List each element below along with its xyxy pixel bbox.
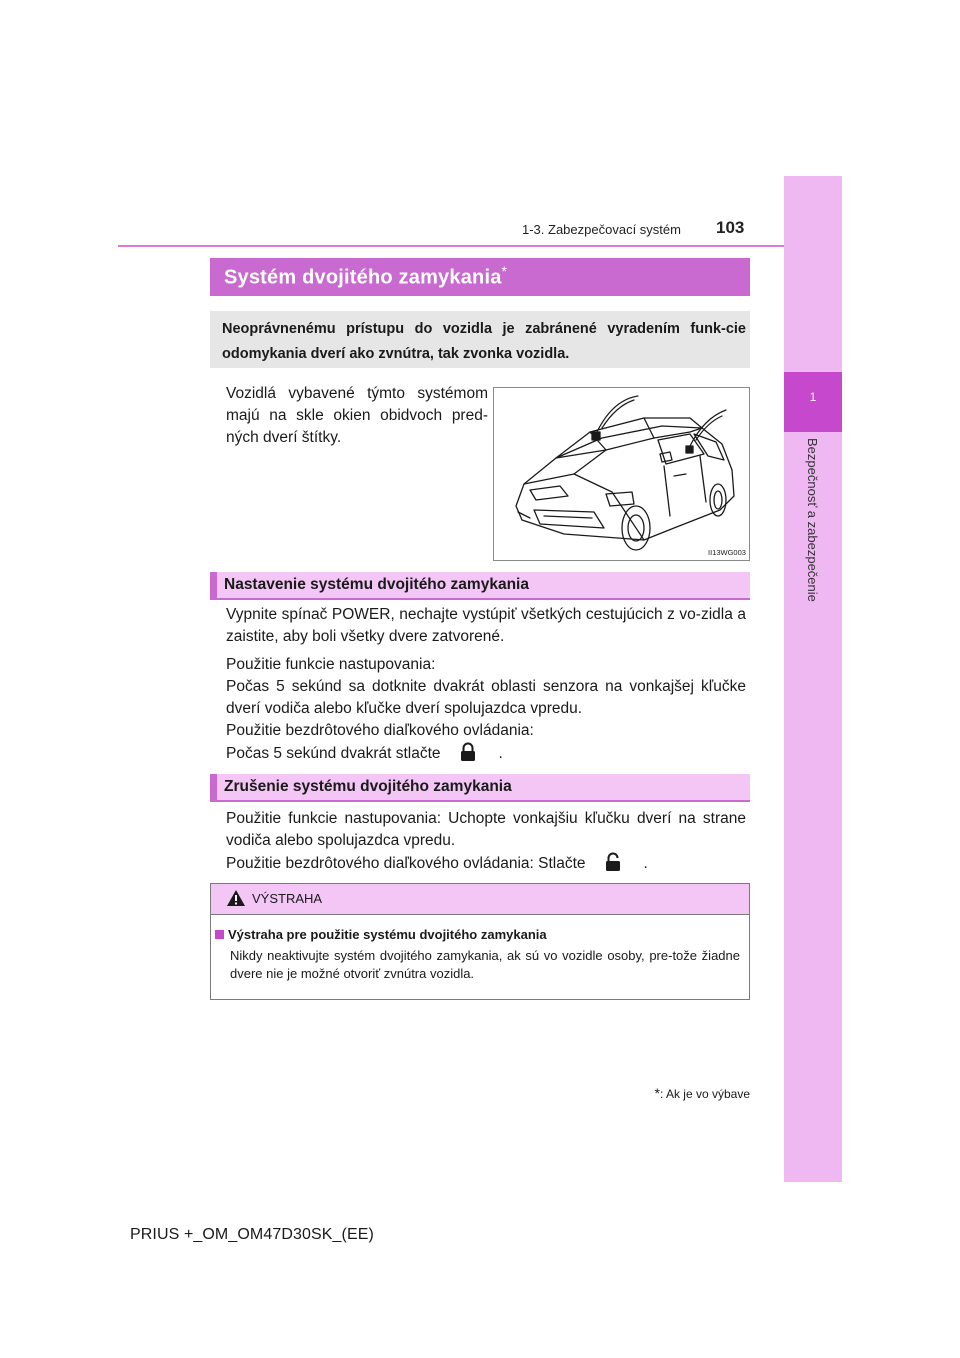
footer-document-code: PRIUS +_OM_OM47D30SK_(EE) (130, 1226, 374, 1243)
paragraph-vehicles: Vozidlá vybavené týmto systémom majú na skle okien obidvoch pred-ných dverí štítky. (226, 385, 488, 446)
header-section-title: 1-3. Zabezpečovací systém (522, 222, 681, 237)
subheading-set: Nastavenie systému dvojitého zamykania (224, 576, 529, 593)
subheading-accent-cancel (210, 774, 217, 802)
cancel-entry-text: Použitie funkcie nastupovania: Uchopte vonkajšiu kľučku dverí na strane vodiča alebo spolujazdca vpredu. (226, 810, 746, 849)
cancel-remote-text: Použitie bezdrôtového diaľkového ovládania: Stlačte . (226, 852, 746, 875)
warning-bullet (215, 930, 224, 939)
lock-icon (459, 742, 477, 762)
warning-subheading: Výstraha pre použitie systému dvojitého zamykania (215, 927, 547, 942)
side-tab-strip (784, 176, 842, 1182)
unlock-icon (604, 852, 622, 872)
intro-text: Neoprávnenému prístupu do vozidla je zabránené vyradením funk-cie odomykania dverí ako zvnútra, tak zvonka vozidla. (222, 321, 746, 362)
figure-code: II13WG003 (708, 548, 746, 557)
paragraph-set-intro: Vypnite spínač POWER, nechajte vystúpiť všetkých cestujúcich z vo-zidla a zaistite, aby boli všetky dvere zatvorené. (226, 606, 746, 645)
footnote-star-marker: * (654, 1085, 660, 1101)
set-remote-text: Počas 5 sekúnd dvakrát stlačte . (226, 742, 746, 765)
set-entry-label: Použitie funkcie nastupovania: (226, 656, 436, 673)
subheading-accent-set (210, 572, 217, 600)
warning-title: VÝSTRAHA (252, 891, 323, 906)
set-remote-label: Použitie bezdrôtového diaľkového ovládania: (226, 722, 534, 739)
header-rule (118, 245, 784, 247)
side-tab-chapter-number: 1 (809, 390, 817, 404)
car-illustration (494, 388, 749, 560)
paragraph-cancel (226, 808, 746, 875)
page-title: Systém dvojitého zamykania* (224, 263, 508, 289)
footnote: *: Ak je vo výbave (654, 1085, 750, 1101)
paragraph-set-steps (226, 654, 746, 765)
set-entry-text: Počas 5 sekúnd sa dotknite dvakrát oblasti senzora na vonkajšej kľučke dverí vodiča alebo kľučke dverí spolujazdca vpredu. (226, 678, 746, 717)
title-star-marker: * (501, 263, 508, 279)
warning-text: Nikdy neaktivujte systém dvojitého zamykania, ak sú vo vozidle osoby, pre-tože žiadne dvere nie je možné otvoriť zvnútra vozidla. (230, 948, 740, 981)
subheading-cancel: Zrušenie systému dvojitého zamykania (224, 778, 512, 795)
header-page-number: 103 (716, 218, 745, 237)
warning-triangle-icon (226, 889, 246, 907)
